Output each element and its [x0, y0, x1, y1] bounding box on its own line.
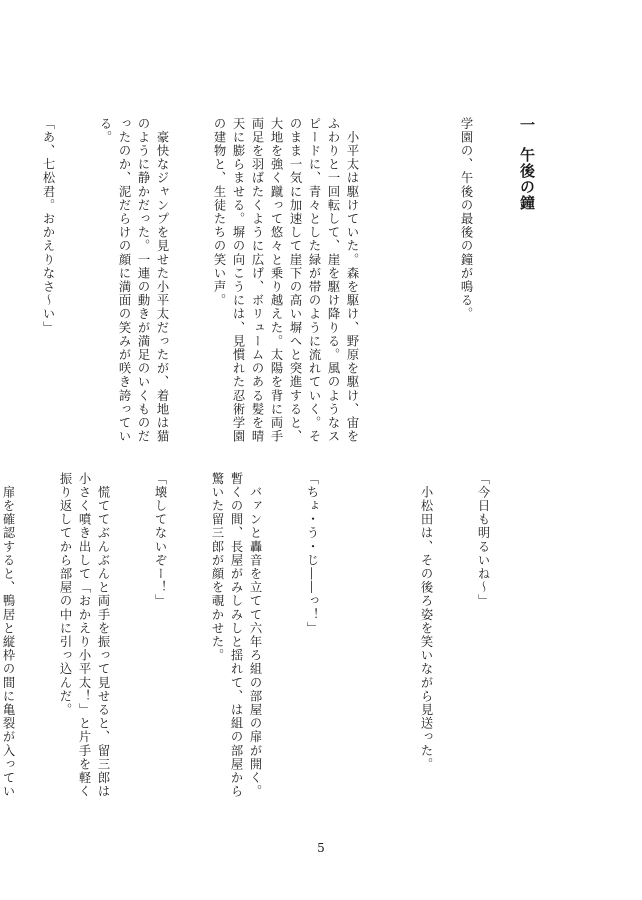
- paragraph: 学園の、午後の最後の鐘が鳴る。: [459, 117, 473, 321]
- chapter-title: 午後の鐘: [518, 147, 536, 211]
- paragraph: 豪快なジャンプを見せた小平太だったが、着地は猫 のように静かだった。一連の動きが満足のいくものだ ったのか、泥だらけの顔に満面の笑みが咲き誇ってい る。: [98, 117, 169, 444]
- dialogue-line: 「今日も明るいね～」: [476, 472, 490, 608]
- page-number: 5: [317, 841, 325, 855]
- dialogue-line: 「あ、七松君。おかえりなさ～い」: [41, 117, 55, 335]
- upper-text-block: [0, 117, 513, 444]
- paragraph: 慌ててぶんぶんと両手を振って見せると、留三郎は 小さく噴き出して「おかえり小平太！」と片手を軽く 振り返してから部屋の中に引っ込んだ。: [58, 472, 110, 799]
- paragraph-blank: [359, 472, 378, 772]
- paragraph-blank: [399, 117, 418, 437]
- chapter-heading: [517, 117, 538, 211]
- paragraph: 小平太は駆けていた。森を駆け、野原を駆け、宙を ふわりと一回転して、崖を駆け降りる。風のようなス ピードに、青々とした緑が帯のように流れていく。そ のまま一気に加速して崖下の高い塀へと突進すると、 大地を強く蹴って悠々と乗り越えた。太陽を背に両手 両足を羽ばたくように広げ、ボリュームのある髪を晴 天に膨らませる。塀の向こうには、見慣れた忍術学園 の建物と、生徒たちの笑い声。: [212, 117, 359, 444]
- chapter-number: 一: [518, 117, 536, 133]
- dialogue-line: 「ちょ・う・じ――っ！」: [305, 472, 319, 636]
- paragraph: 扉を確認すると、鴨居と縦枠の間に亀裂が入ってい: [1, 485, 15, 799]
- lower-text-block: [0, 472, 530, 799]
- dialogue-line: 「壊してないぞー！」: [153, 472, 167, 608]
- paragraph: 小松田は、その後ろ姿を笑いながら見送った。: [419, 472, 433, 772]
- paragraph: バァンと轟音を立てて六年ろ組の部屋の扉が開く。 暫くの間、長屋がみしみしと揺れて、は組の部屋から 驚いた留三郎が顔を覗かせた。: [210, 472, 262, 799]
